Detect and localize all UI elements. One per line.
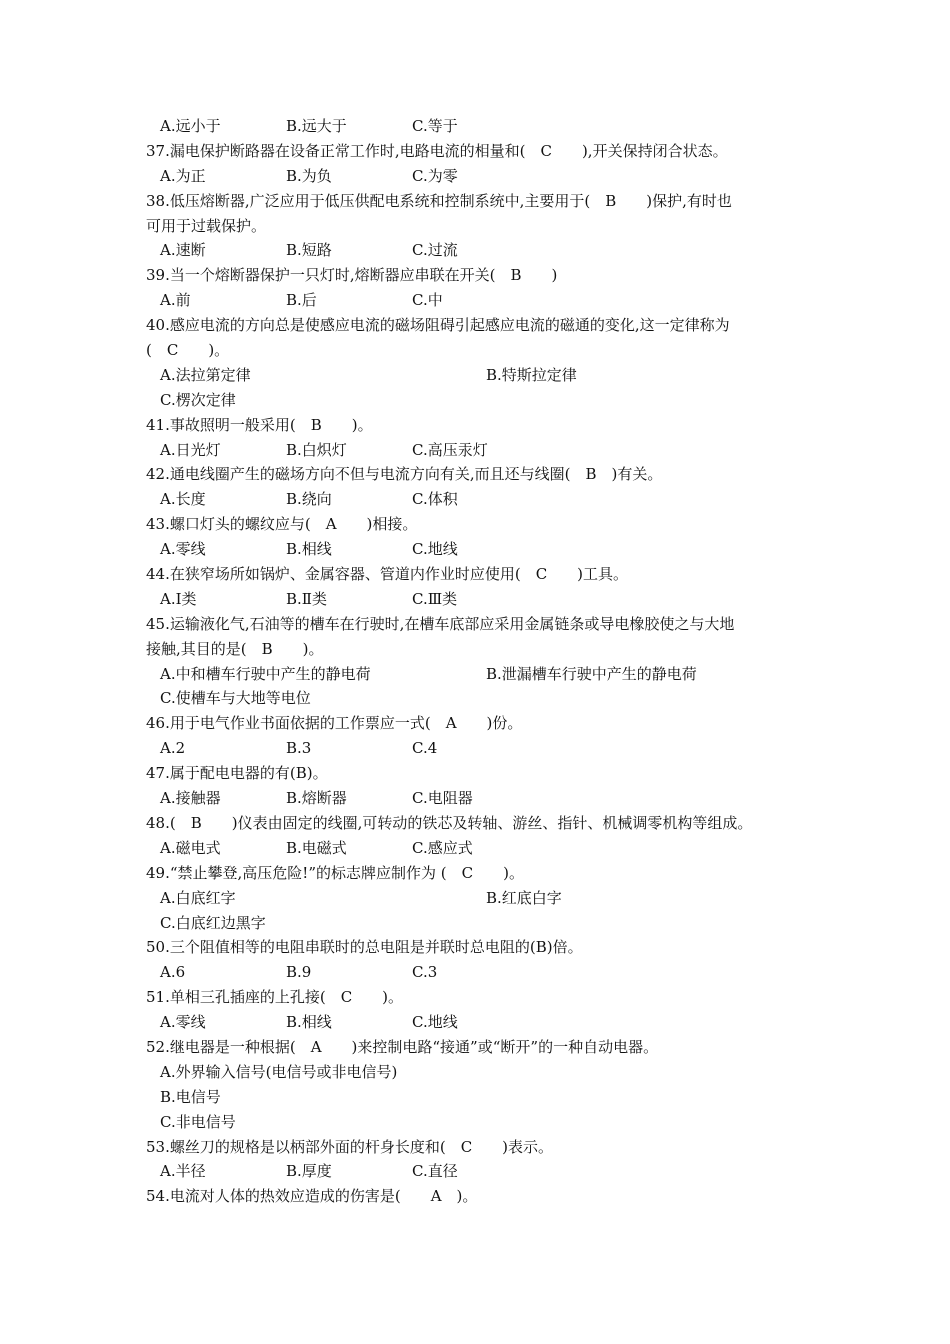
question-text: 接触,其目的是( B )。 [146, 639, 324, 658]
question-text: 53.螺丝刀的规格是以柄部外面的杆身长度和( C )表示。 [146, 1137, 554, 1156]
question-text: 47.属于配电电器的有(B)。 [146, 764, 328, 783]
option: B.后 [286, 291, 317, 310]
option: B.3 [286, 739, 312, 758]
options-row [146, 736, 816, 761]
option: C.高压汞灯 [412, 440, 488, 459]
option: C.非电信号 [160, 1112, 236, 1131]
option: B.特斯拉定律 [486, 365, 577, 384]
option: A.接触器 [160, 789, 221, 808]
options-row [146, 836, 816, 861]
option: A.法拉第定律 [160, 365, 251, 384]
options-row [146, 164, 816, 189]
option: A.半径 [160, 1162, 206, 1181]
question-text: 42.通电线圈产生的磁场方向不但与电流方向有关,而且还与线圈( B )有关。 [146, 465, 663, 484]
option: C.等于 [412, 117, 458, 135]
question-text: 40.感应电流的方向总是使感应电流的磁场阻碍引起感应电流的磁通的变化,这一定律称为 [146, 316, 730, 335]
option: B.电磁式 [286, 838, 347, 857]
options-row [146, 960, 816, 985]
option: A.2 [160, 739, 186, 758]
option: B.Ⅱ类 [286, 589, 327, 608]
option: A.中和槽车行驶中产生的静电荷 [160, 664, 371, 683]
options-row [146, 288, 816, 313]
option: B.远大于 [286, 117, 347, 135]
option: B.9 [286, 963, 312, 982]
option: A.远小于 [160, 117, 221, 135]
option: B.相线 [286, 540, 332, 559]
options-row [146, 438, 816, 463]
options-row [146, 1159, 816, 1184]
question-text: 48.( B )仪表由固定的线圈,可转动的铁芯及转轴、游丝、指针、机械调零机构等组成。 [146, 813, 753, 832]
option-line [146, 1110, 816, 1135]
option: C.过流 [412, 241, 458, 260]
option: C.4 [412, 739, 438, 758]
options-row [146, 537, 816, 562]
option: B.短路 [286, 241, 332, 260]
option: C.感应式 [412, 838, 473, 857]
options-row [146, 786, 816, 811]
options-row [146, 1010, 816, 1035]
question-text: 37.漏电保护断路器在设备正常工作时,电路电流的相量和( C ),开关保持闭合状态。 [146, 141, 728, 160]
option: A.速断 [160, 241, 206, 260]
question-text: ( C )。 [146, 341, 230, 360]
option: C.地线 [412, 540, 458, 559]
question-text: 39.当一个熔断器保护一只灯时,熔断器应串联在开关( B ) [146, 266, 558, 285]
option: B.厚度 [286, 1162, 332, 1181]
options-row [146, 662, 816, 687]
option: A.白底红字 [160, 888, 236, 907]
option: C.Ⅲ类 [412, 589, 458, 608]
option: B.电信号 [160, 1087, 221, 1106]
option: A.前 [160, 291, 191, 310]
question-text: 49.“禁止攀登,高压危险!”的标志牌应制作为 ( C )。 [146, 863, 524, 882]
option: A.零线 [160, 1013, 206, 1032]
question-text: 46.用于电气作业书面依据的工作票应一式( A )份。 [146, 714, 523, 733]
option: B.相线 [286, 1013, 332, 1032]
question-text: 51.单相三孔插座的上孔接( C )。 [146, 988, 404, 1007]
options-row [146, 587, 816, 612]
option: A.Ⅰ类 [160, 589, 197, 608]
option: A.6 [160, 963, 186, 982]
option: C.白底红边黑字 [160, 913, 266, 932]
option: A.日光灯 [160, 440, 221, 459]
option: C.为零 [412, 166, 458, 185]
option: B.泄漏槽车行驶中产生的静电荷 [486, 664, 697, 683]
option: A.磁电式 [160, 838, 221, 857]
question-text: 52.继电器是一种根据( A )来控制电路“接通”或“断开”的一种自动电器。 [146, 1037, 659, 1056]
option: C.地线 [412, 1013, 458, 1032]
option-line [146, 1085, 816, 1110]
option: B.为负 [286, 166, 332, 185]
option: C.直径 [412, 1162, 458, 1181]
question-text: 54.电流对人体的热效应造成的伤害是( A )。 [146, 1187, 478, 1206]
option: C.体积 [412, 490, 458, 509]
option: C.中 [412, 291, 443, 310]
option: A.长度 [160, 490, 206, 509]
option-line [146, 388, 816, 413]
question-text: 45.运输液化气,石油等的槽车在行驶时,在槽车底部应采用金属链条或导电橡胶使之与大地 [146, 614, 735, 633]
question-text: 41.事故照明一般采用( B )。 [146, 415, 373, 434]
option: A.外界输入信号(电信号或非电信号) [160, 1062, 398, 1081]
option: C.楞次定律 [160, 390, 236, 409]
question-text: 44.在狭窄场所如锅炉、金属容器、管道内作业时应使用( C )工具。 [146, 565, 629, 584]
option: A.为正 [160, 166, 206, 185]
option: B.红底白字 [486, 888, 562, 907]
option-line [146, 686, 816, 711]
options-row [146, 363, 816, 388]
options-row [146, 114, 816, 139]
question-text: 50.三个阻值相等的电阻串联时的总电阻是并联时总电阻的(B)倍。 [146, 938, 583, 957]
option: A.零线 [160, 540, 206, 559]
question-text: 可用于过载保护。 [146, 216, 267, 235]
document-body [146, 114, 816, 1209]
option: C.使槽车与大地等电位 [160, 689, 311, 708]
option-line [146, 1060, 816, 1085]
option: C.电阻器 [412, 789, 473, 808]
question-text: 38.低压熔断器,广泛应用于低压供配电系统和控制系统中,主要用于( B )保护,有时也 [146, 191, 732, 210]
option: B.熔断器 [286, 789, 347, 808]
options-row [146, 238, 816, 263]
options-row [146, 487, 816, 512]
option: C.3 [412, 963, 438, 982]
question-text: 43.螺口灯头的螺纹应与( A )相接。 [146, 515, 418, 534]
options-row [146, 886, 816, 911]
option: B.白炽灯 [286, 440, 347, 459]
option-line [146, 911, 816, 936]
option: B.绕向 [286, 490, 332, 509]
